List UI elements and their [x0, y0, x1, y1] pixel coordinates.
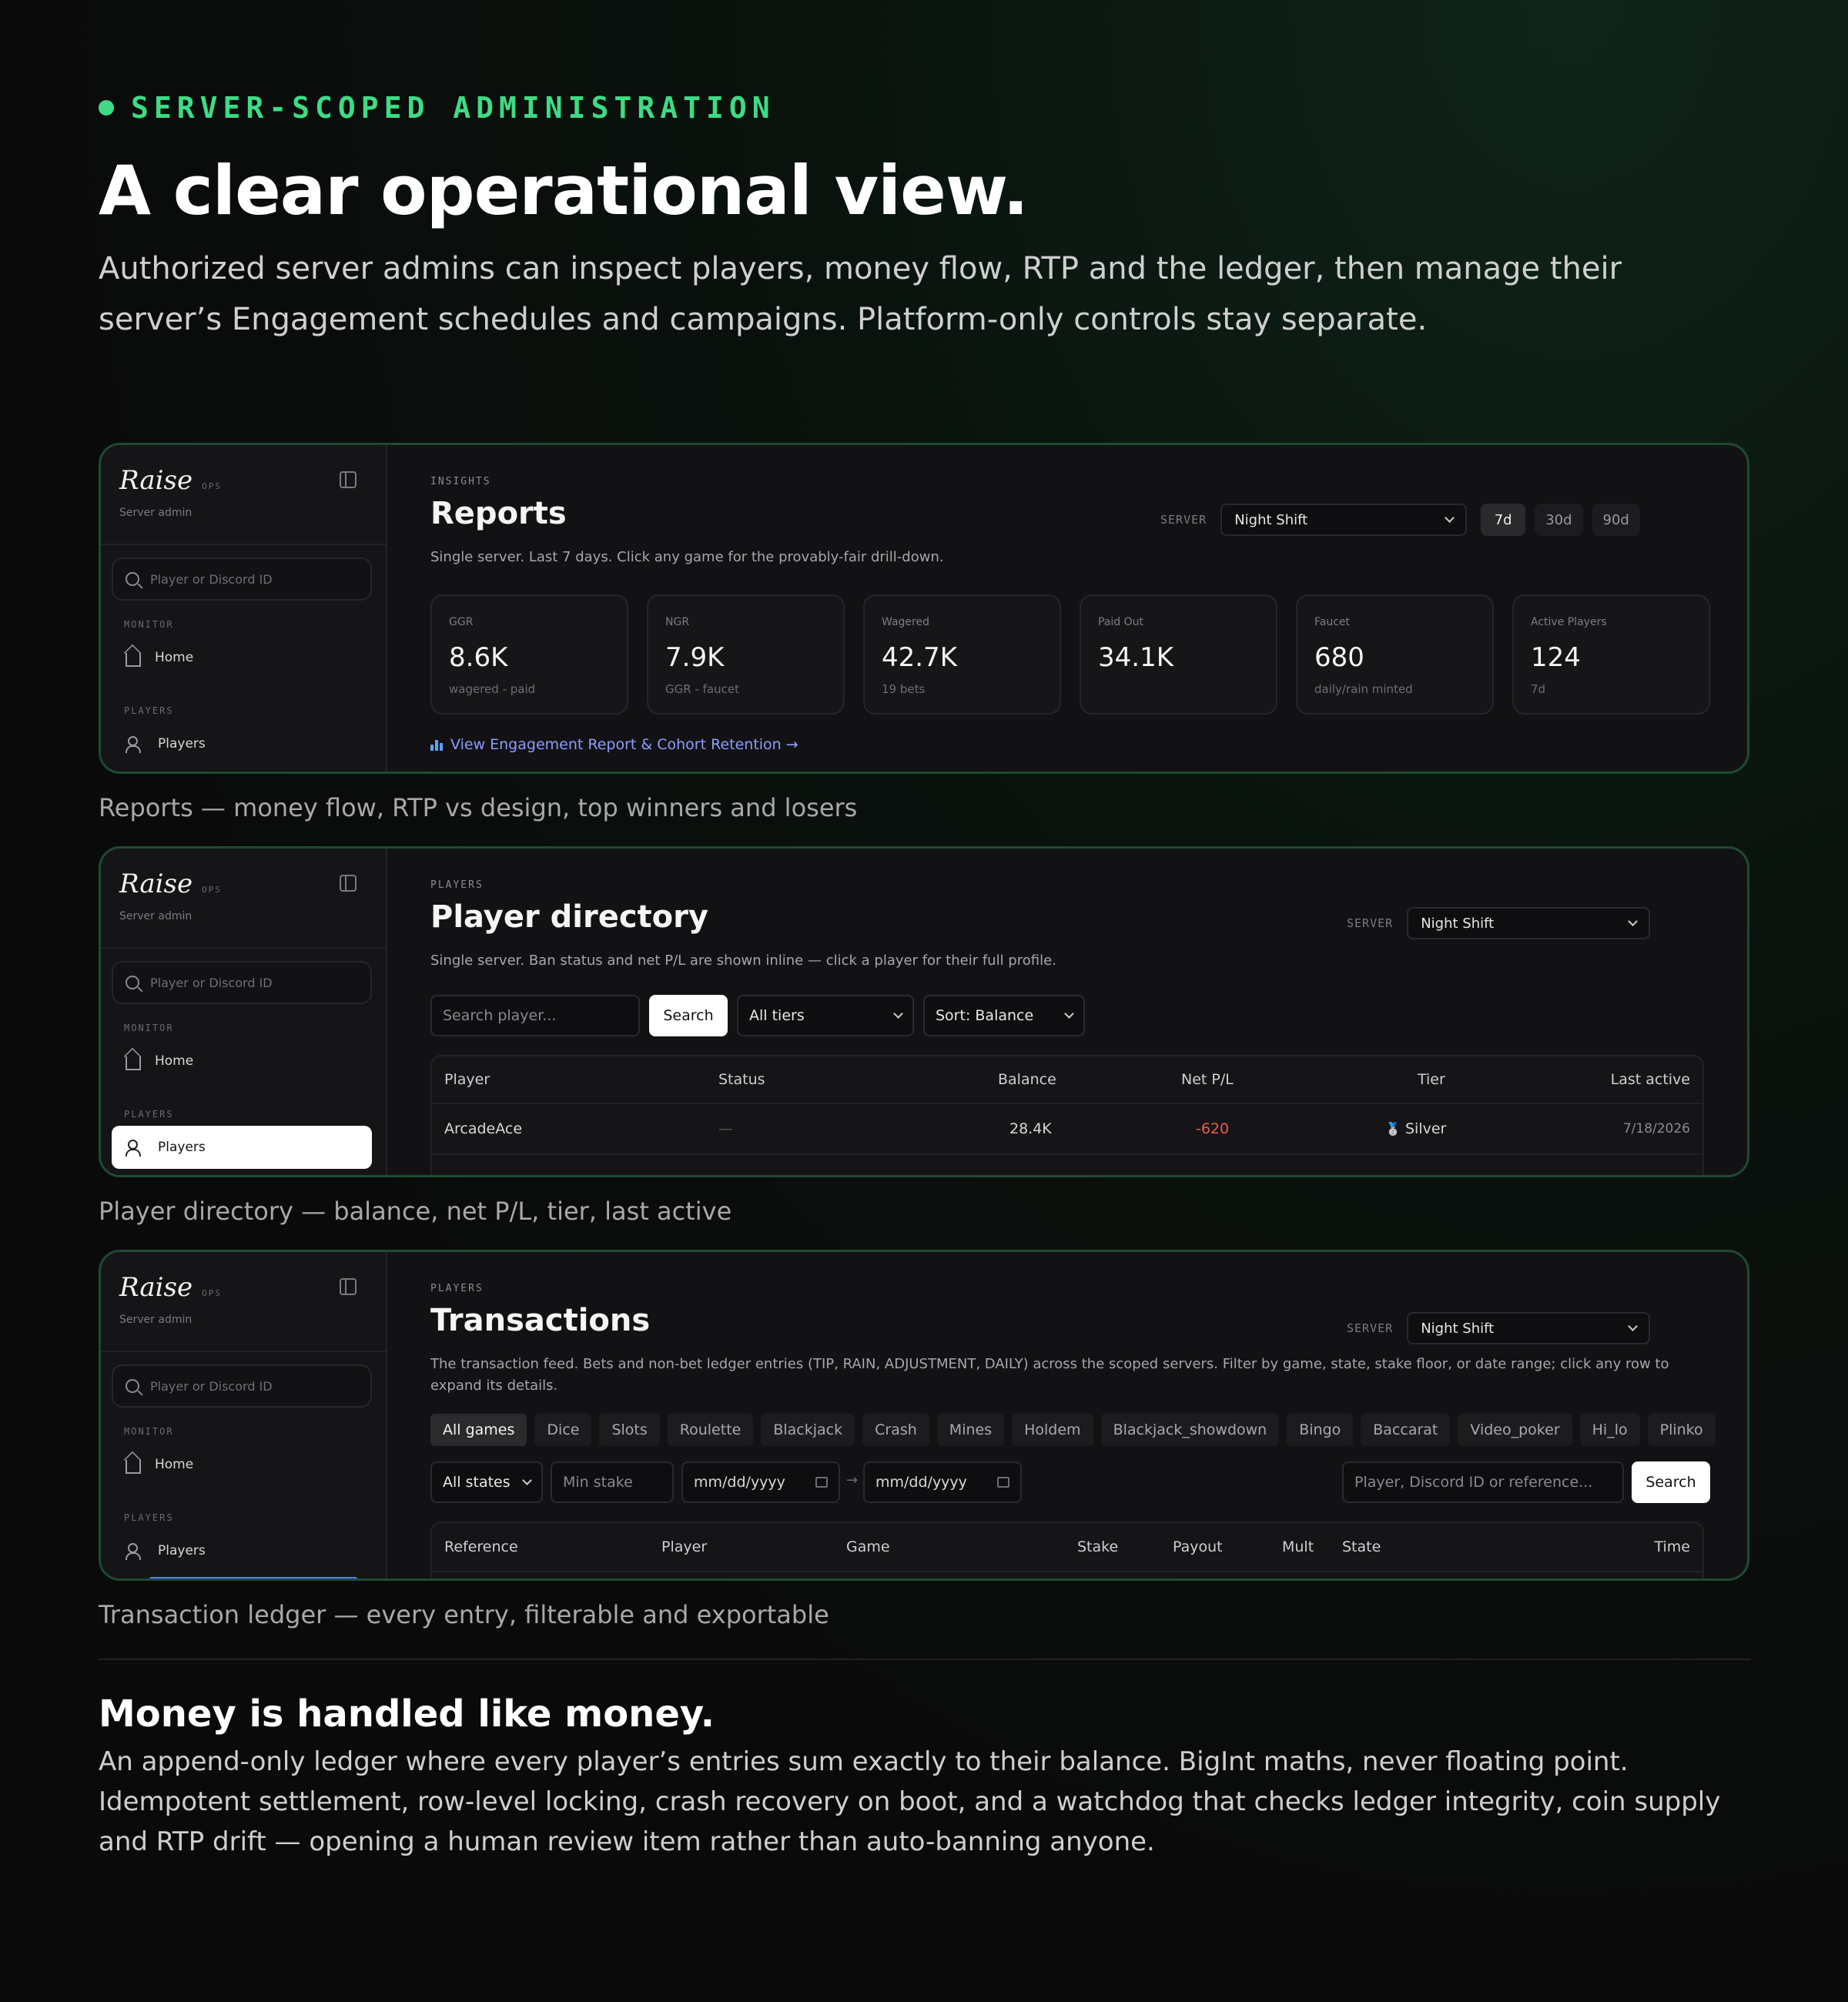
- chip-all-games[interactable]: All games: [430, 1414, 527, 1446]
- chip-baccarat[interactable]: Baccarat: [1361, 1414, 1450, 1446]
- kpi-card-paid-out: [1080, 594, 1277, 715]
- column-header-time[interactable]: Time: [1654, 1538, 1690, 1555]
- divider: [101, 544, 386, 545]
- kpi-card-faucet: [1296, 594, 1494, 715]
- role-label: Server admin: [119, 910, 192, 922]
- kpi-value: 42.7K: [882, 642, 957, 673]
- chip-crash[interactable]: Crash: [862, 1414, 929, 1446]
- chip-bingo[interactable]: Bingo: [1287, 1414, 1353, 1446]
- chip-roulette[interactable]: Roulette: [668, 1414, 754, 1446]
- bar-chart-icon: [430, 738, 444, 751]
- closing-body: An append-only ledger where every player’s entries sum exactly to their balance. BigInt maths, never floating point. Idempotent settlement, row-level locking, crash recovery on boot, and a watchdog that checks ledger integrity, coin supply and RTP drift — opening a human review item rather than auto-banning anyone.: [99, 1746, 1721, 1857]
- logo: Raise: [119, 869, 193, 899]
- page-eyebrow: PLAYERS: [430, 879, 484, 891]
- server-select[interactable]: [1220, 504, 1467, 536]
- search-placeholder: Player or Discord ID: [150, 1378, 273, 1394]
- sidebar-item-home[interactable]: [112, 636, 372, 679]
- kpi-label: NGR: [665, 616, 690, 628]
- column-header-tier[interactable]: Tier: [1418, 1071, 1445, 1088]
- column-header-status[interactable]: Status: [718, 1071, 765, 1088]
- column-header-state[interactable]: State: [1342, 1538, 1381, 1555]
- transactions-table: [430, 1522, 1704, 1581]
- search-button[interactable]: Search: [649, 995, 728, 1036]
- role-label: Server admin: [119, 507, 192, 519]
- chip-blackjack[interactable]: Blackjack: [761, 1414, 855, 1446]
- range-30d-button[interactable]: 30d: [1535, 504, 1582, 536]
- chip-mines[interactable]: Mines: [937, 1414, 1004, 1446]
- users-icon: [126, 1543, 144, 1558]
- chip-slots[interactable]: Slots: [599, 1414, 659, 1446]
- kpi-value: 124: [1531, 642, 1581, 673]
- table-header: [432, 1523, 1702, 1572]
- chip-blackjack-showdown[interactable]: Blackjack_showdown: [1101, 1414, 1280, 1446]
- home-icon: [126, 1460, 141, 1474]
- kpi-value: 7.9K: [665, 642, 725, 673]
- sidebar-item-label: Home: [155, 650, 194, 665]
- reports-caption: Reports — money flow, RTP vs design, top winners and losers: [99, 793, 858, 822]
- kpi-sub: 19 bets: [882, 682, 926, 696]
- column-header-last-active[interactable]: Last active: [1610, 1071, 1690, 1088]
- sidebar-item-players[interactable]: [112, 1529, 372, 1572]
- page-eyebrow: INSIGHTS: [430, 476, 491, 487]
- active-item-edge: [149, 1577, 358, 1581]
- range-7d-button[interactable]: 7d: [1481, 504, 1525, 536]
- users-icon: [126, 736, 144, 752]
- kpi-card-wagered: [863, 594, 1061, 715]
- sidebar-search-input[interactable]: [112, 1364, 372, 1408]
- column-header-mult[interactable]: Mult: [1282, 1538, 1314, 1555]
- home-icon: [126, 1056, 141, 1070]
- cell-balance: 28.4K: [1009, 1120, 1052, 1137]
- kpi-value: 8.6K: [449, 642, 508, 673]
- table-header: [432, 1056, 1702, 1104]
- page-description: Single server. Ban status and net P/L are shown inline — click a player for their full profile.: [430, 952, 1056, 969]
- logo-suffix: OPS: [202, 481, 222, 491]
- server-filter: [1347, 1312, 1650, 1344]
- state-select-value: All states: [443, 1474, 511, 1491]
- silver-medal-icon: 🥈: [1385, 1121, 1401, 1137]
- sidebar-item-players[interactable]: [112, 1126, 372, 1169]
- closing-title: Money is handled like money.: [99, 1692, 715, 1736]
- search-placeholder: Player or Discord ID: [150, 571, 273, 587]
- brand: [119, 1272, 222, 1303]
- page-description: Single server. Last 7 days. Click any game for the provably-fair drill-down.: [430, 549, 944, 565]
- page-title: Transactions: [430, 1303, 651, 1338]
- search-icon: [126, 572, 139, 586]
- brand: [119, 869, 222, 899]
- sidebar-collapse-icon[interactable]: [340, 1278, 357, 1295]
- chip-video-poker[interactable]: Video_poker: [1458, 1414, 1572, 1446]
- column-header-player[interactable]: Player: [661, 1538, 708, 1555]
- section-label-players: PLAYERS: [124, 1512, 174, 1523]
- calendar-icon: [815, 1477, 828, 1488]
- users-icon: [126, 1140, 144, 1155]
- sidebar-item-label: Players: [158, 736, 206, 752]
- column-header-payout[interactable]: Payout: [1173, 1538, 1223, 1555]
- kpi-card-ngr: [647, 594, 845, 715]
- sidebar: [101, 445, 387, 772]
- server-label: SERVER: [1347, 1321, 1394, 1335]
- chip-holdem[interactable]: Holdem: [1012, 1414, 1093, 1446]
- search-placeholder: Player or Discord ID: [150, 975, 273, 990]
- kpi-label: Paid Out: [1098, 616, 1144, 628]
- kpi-sub: wagered - paid: [449, 682, 536, 696]
- server-filter: [1347, 907, 1650, 939]
- page-description: The transaction feed. Bets and non-bet ledger entries (TIP, RAIN, ADJUSTMENT, DAILY) across the scoped servers. Filter by game, state, stake floor, or date range; click any row to expand its details.: [430, 1356, 1669, 1394]
- column-header-game[interactable]: Game: [846, 1538, 890, 1555]
- search-icon: [126, 976, 139, 989]
- hero-lead: Authorized server admins can inspect players, money flow, RTP and the ledger, then manage their server’s Engagement schedules and campaigns. Platform-only controls stay separate.: [99, 251, 1622, 337]
- sidebar-collapse-icon[interactable]: [340, 471, 357, 488]
- sidebar-item-label: Home: [155, 1053, 194, 1069]
- kpi-card-ggr: [430, 594, 628, 715]
- date-value: mm/dd/yyyy: [694, 1474, 785, 1491]
- table-row[interactable]: [432, 1104, 1702, 1155]
- tier-select-value: All tiers: [749, 1007, 805, 1024]
- range-90d-button[interactable]: 90d: [1592, 504, 1640, 536]
- transactions-main: [387, 1252, 1747, 1578]
- calendar-icon: [997, 1477, 1009, 1488]
- section-label-players: PLAYERS: [124, 1109, 174, 1120]
- transactions-caption: Transaction ledger — every entry, filterable and exportable: [99, 1600, 829, 1629]
- section-eyebrow: [99, 91, 775, 125]
- min-stake-input[interactable]: [551, 1461, 674, 1503]
- column-header-reference[interactable]: Reference: [444, 1538, 518, 1555]
- divider: [101, 947, 386, 949]
- sidebar-search-input[interactable]: [112, 557, 372, 601]
- brand: [119, 465, 222, 496]
- chevron-down-icon: [1628, 916, 1638, 926]
- chevron-down-icon: [522, 1475, 532, 1485]
- transactions-panel: [99, 1250, 1749, 1581]
- chevron-down-icon: [1064, 1009, 1074, 1019]
- cell-player: ArcadeAce: [444, 1120, 523, 1137]
- tier-select[interactable]: [737, 995, 914, 1036]
- reports-panel: [99, 443, 1749, 774]
- players-table: [430, 1055, 1704, 1177]
- directory-panel: [99, 846, 1749, 1177]
- page-title: Reports: [430, 496, 567, 531]
- sidebar: [101, 849, 387, 1175]
- cell-tier: Silver: [1405, 1120, 1447, 1137]
- chip-dice[interactable]: Dice: [534, 1414, 591, 1446]
- section-label-monitor: MONITOR: [124, 619, 174, 630]
- date-value: mm/dd/yyyy: [875, 1474, 967, 1491]
- directory-main: [387, 849, 1747, 1175]
- chevron-down-icon: [893, 1009, 903, 1019]
- cell-status: —: [718, 1120, 733, 1137]
- search-button[interactable]: Search: [1632, 1461, 1710, 1503]
- input-placeholder: Min stake: [563, 1474, 633, 1491]
- engagement-report-link[interactable]: [430, 736, 798, 753]
- kpi-sub: GGR - faucet: [665, 682, 739, 696]
- server-label: SERVER: [1160, 513, 1207, 527]
- chevron-down-icon: [1628, 1321, 1638, 1331]
- kpi-sub: 7d: [1531, 682, 1546, 696]
- column-header-net-pl[interactable]: Net P/L: [1181, 1071, 1234, 1088]
- sidebar-item-home[interactable]: [112, 1443, 372, 1486]
- status-dot-icon: [99, 100, 114, 116]
- chevron-down-icon: [1445, 513, 1455, 523]
- chip-hi-lo[interactable]: Hi_lo: [1580, 1414, 1640, 1446]
- player-search-input[interactable]: [430, 995, 640, 1036]
- sidebar: [101, 1252, 387, 1578]
- sidebar-search-input[interactable]: [112, 961, 372, 1004]
- sidebar-item-label: Players: [158, 1543, 206, 1558]
- kpi-sub: daily/rain minted: [1314, 682, 1413, 696]
- cell-net-pl: -620: [1196, 1120, 1230, 1137]
- sidebar-item-home[interactable]: [112, 1040, 372, 1083]
- page-title: Player directory: [430, 899, 708, 935]
- kpi-label: Faucet: [1314, 616, 1351, 628]
- column-header-player[interactable]: Player: [444, 1071, 490, 1088]
- kpi-card-active-players: [1512, 594, 1710, 715]
- link-text: View Engagement Report & Cohort Retention →: [450, 736, 798, 753]
- eyebrow-text: SERVER-SCOPED ADMINISTRATION: [131, 91, 775, 125]
- sidebar-item-label: Players: [158, 1140, 206, 1155]
- input-placeholder: Player, Discord ID or reference...: [1354, 1474, 1593, 1491]
- server-select-value: Night Shift: [1421, 915, 1495, 932]
- date-from-input[interactable]: [681, 1461, 840, 1503]
- logo-suffix: OPS: [202, 885, 222, 895]
- server-select[interactable]: [1407, 907, 1650, 939]
- home-icon: [126, 653, 141, 667]
- sidebar-collapse-icon[interactable]: [340, 875, 357, 892]
- role-label: Server admin: [119, 1314, 192, 1326]
- date-range-arrow: →: [846, 1472, 859, 1488]
- directory-caption: Player directory — balance, net P/L, tier, last active: [99, 1197, 732, 1226]
- chip-plinko[interactable]: Plinko: [1648, 1414, 1716, 1446]
- game-filter-chips: [430, 1414, 1716, 1446]
- reports-main: [387, 445, 1747, 772]
- logo: Raise: [119, 465, 193, 496]
- logo-suffix: OPS: [202, 1288, 222, 1298]
- input-placeholder: Search player...: [443, 1007, 557, 1024]
- search-icon: [126, 1379, 139, 1393]
- kpi-label: Wagered: [882, 616, 929, 628]
- transaction-search-input[interactable]: [1342, 1461, 1624, 1503]
- column-header-stake[interactable]: Stake: [1077, 1538, 1119, 1555]
- date-to-input[interactable]: [863, 1461, 1022, 1503]
- sort-select-value: Sort: Balance: [936, 1007, 1034, 1024]
- kpi-label: Active Players: [1531, 616, 1607, 628]
- sidebar-item-players[interactable]: [112, 722, 372, 765]
- sidebar-item-label: Home: [155, 1457, 194, 1472]
- server-select-value: Night Shift: [1234, 511, 1308, 528]
- server-select-value: Night Shift: [1421, 1320, 1495, 1337]
- kpi-value: 34.1K: [1098, 642, 1173, 673]
- kpi-label: GGR: [449, 616, 474, 628]
- page-eyebrow: PLAYERS: [430, 1283, 484, 1294]
- server-label: SERVER: [1347, 916, 1394, 930]
- cell-last-active: 7/18/2026: [1622, 1121, 1690, 1137]
- kpi-cards: [430, 594, 1710, 715]
- hero-title: A clear operational view.: [99, 151, 1028, 230]
- column-header-balance[interactable]: Balance: [998, 1071, 1056, 1088]
- kpi-value: 680: [1314, 642, 1364, 673]
- section-label-monitor: MONITOR: [124, 1023, 174, 1033]
- logo: Raise: [119, 1272, 193, 1303]
- server-filter: [1160, 504, 1640, 536]
- server-select[interactable]: [1407, 1312, 1650, 1344]
- section-label-players: PLAYERS: [124, 705, 174, 716]
- section-divider: [99, 1659, 1751, 1660]
- divider: [101, 1351, 386, 1352]
- section-label-monitor: MONITOR: [124, 1426, 174, 1437]
- sort-select[interactable]: [923, 995, 1085, 1036]
- state-select[interactable]: [430, 1461, 543, 1503]
